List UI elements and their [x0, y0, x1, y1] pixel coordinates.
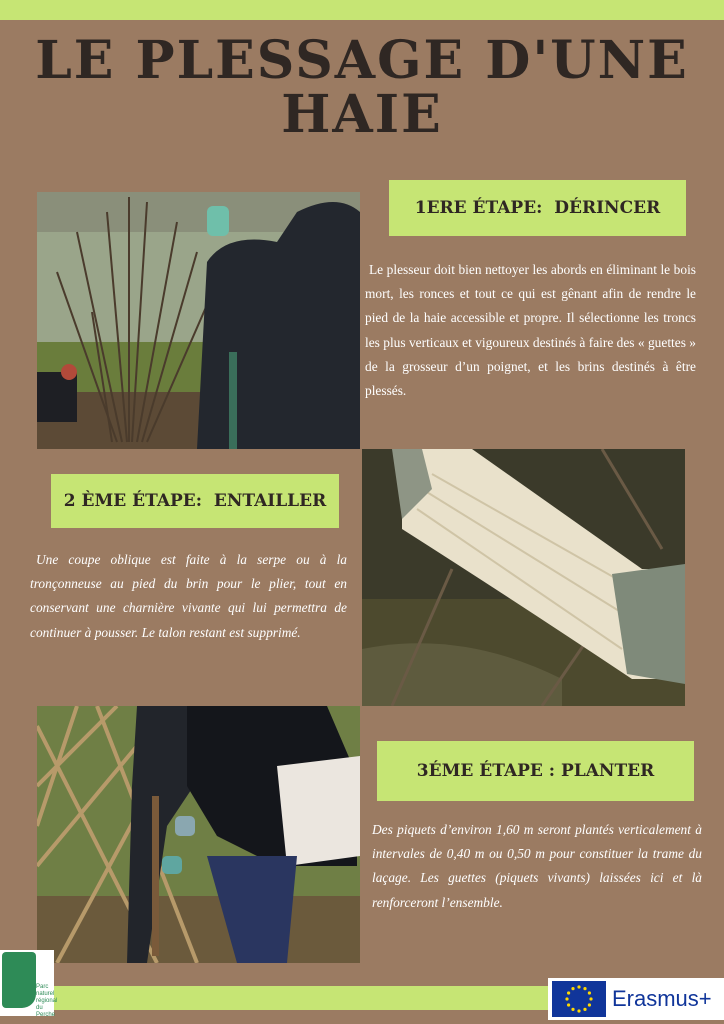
poster-title-line-1: LE PLESSAGE D'UNE	[35, 30, 689, 91]
photo-step-1	[37, 192, 360, 449]
parc-text-3: régional	[36, 998, 58, 1004]
eu-flag-icon	[552, 981, 606, 1017]
top-accent-bar	[0, 0, 724, 20]
parc-text-1: Parc	[36, 984, 49, 990]
erasmus-logo-text: Erasmus+	[612, 986, 712, 1011]
erasmus-logo	[548, 978, 724, 1020]
step-2-label: 2 ÈME ÉTAPE: ENTAILLER	[51, 474, 339, 528]
photo-step-2	[362, 449, 685, 706]
parc-horse-icon	[2, 952, 36, 1008]
step-2-text: Une coupe oblique est faite à la serpe ou à la tronçonneuse au pied du brin pour le plier, tout en conservant une charnière vivante qui lui permettra de continuer à pousser. Le talon restant est supprimé.	[30, 552, 347, 640]
poster-title	[0, 30, 724, 145]
step-3-label: 3ÉME ÉTAPE : PLANTER	[377, 741, 694, 801]
step-3-text: Des piquets d’environ 1,60 m seront plantés verticalement à intervales de 0,40 m ou 0,50 m pour constituer la trame du laçage. Les guettes (piquets vivants) laissées ici et là renforceront l’ensemble.	[372, 822, 702, 910]
poster-title-line-2: HAIE	[281, 84, 443, 145]
step-1-label: 1ERE ÉTAPE: DÉRINCER	[389, 180, 686, 236]
parc-naturel-logo	[0, 950, 58, 1018]
step-1-text: Le plesseur doit bien nettoyer les abords en éliminant le bois mort, les ronces et tout ce qui est gênant afin de rendre le pied de la haie accessible et propre. Il sélectionne les troncs les plus verticaux et vigoureux destinés à faire des « guettes » de la grosseur d’un poignet, et les brins destinés à être plessés.	[365, 262, 696, 399]
parc-logo-text	[36, 984, 58, 1019]
parc-text-2: naturel	[36, 991, 55, 997]
parc-text-4: du Perche	[36, 1005, 56, 1018]
photo-step-3	[37, 706, 360, 963]
